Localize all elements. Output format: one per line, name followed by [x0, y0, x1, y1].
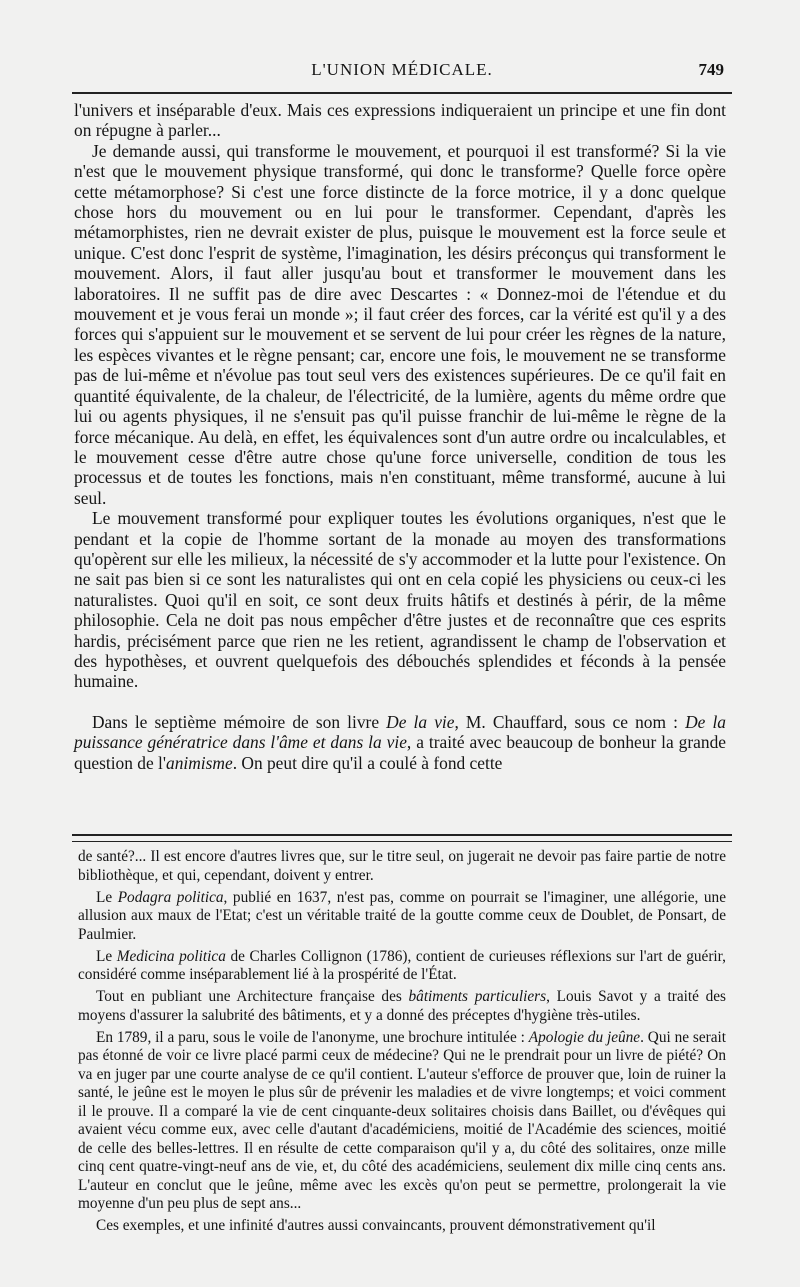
text-run: . On peut dire qu'il a coulé à fond cette: [232, 752, 503, 773]
book-title: Apologie du jeûne: [528, 1028, 641, 1046]
text-run: Tout en publiant une Architecture française des: [96, 988, 409, 1005]
book-title: De la vie: [386, 711, 455, 732]
footnote-paragraph: Ces exemples, et une infinité d'autres aussi convaincants, prouvent démonstrativement qu'il: [96, 1217, 656, 1234]
header-rule: [72, 92, 732, 94]
footnote-paragraph: de santé?... Il est encore d'autres livres que, sur le titre seul, on jugerait ne devoir pas faire partie de notre bibliothèque, et qui, cependant, doivent y entrer.: [78, 848, 726, 884]
book-title: Podagra politica: [117, 888, 224, 906]
main-text: [74, 100, 726, 773]
text-run: Dans le septième mémoire de son livre: [92, 711, 387, 732]
page-header: [72, 60, 732, 86]
body-paragraph: l'univers et inséparable d'eux. Mais ces expressions indiqueraient un principe et une fin dont on répugne à parler...: [74, 100, 726, 141]
book-title: bâtiments particuliers: [408, 988, 547, 1005]
text-run: En 1789, il a paru, sous le voile de l'anonyme, une brochure intitulée :: [96, 1028, 529, 1046]
body-paragraph: Je demande aussi, qui transforme le mouvement, et pourquoi il est transformé? Si la vie n'est que le mouvement physique transformé, qui donc le transforme? Quelle force opère cette métamorphose? Si c'est une force distincte de la force motrice, il y a donc quelque chose hors du mouvement ou en lui pour le transformer. Cependant, d'après les métamorphistes, rien ne devrait exister de plus, puisque le mouvement est la force seule et unique. C'est donc l'esprit de système, l'imagination, les désirs préconçus qui transforment le mouvement. Alors, il faut aller jusqu'au bout et transformer le mouvement dans les laboratoires. Il ne suffit pas de dire avec Descartes : « Donnez-moi de l'étendue et du mouvement et je vous ferai un monde »; il faut créer des forces, car la vérité est qu'il y a des forces qui s'appuient sur le mouvement et se servent de lui pour créer les règnes de la nature, les espèces vivantes et le règne pensant; car, encore une fois, le mouvement ne se transforme pas de lui-même et n'évolue pas tout seul vers des existences supérieures. De ce qu'il fait en quantité équivalente, de la chaleur, de l'électricité, de la lumière, agents du même ordre que lui ou agents physiques, il ne s'ensuit pas qu'il puisse franchir de lui-même le règne de la force mécanique. Au delà, en effet, les équivalences sont d'un autre ordre ou incalculables, et le mouvement cesse d'être autre chose qu'une force universelle, condition de tous les processus et de toutes les fonctions, mais n'en constituant, même transformé, aucune à lui seul.: [74, 140, 726, 508]
text-run: Le: [96, 888, 118, 906]
text-run: , publié en 1637, n'est pas, comme on pourrait se l'imaginer, une allégorie, une allusion aux maux de l'Etat; c'est un véritable traité de la goutte comme ceux de Doublet, de Ponsart, de Paulmier.: [78, 888, 726, 943]
text-run: , a traité avec beaucoup de bonheur la grande question de l': [74, 732, 726, 773]
text-run: . Qui ne serait pas étonné de voir ce livre placé parmi ceux de médecine? Qui ne le prendrait pour un livre de piété? On va en juger par une courte analyse de ce qu'il contient. L'auteur s'efforce de prouver que, loin de ruiner la santé, le jeûne est le moyen le plus sûr de prévenir les maladies et de vivre longtemps; et voici comment il le prouve. Il a comparé la vie de cent cinquante-deux solitaires choisis dans Baillet, ou d'évêques qui avaient vécu comme eux, avec celle d'autant d'académiciens, moitié de l'Académie des sciences, moitié de celle des belles-lettres. Il en résulte de cette comparaison qu'il y a, du côté des solitaires, onze mille cinq cent quatre-vingt-neuf ans de vie, et, du côté des académiciens, seulement dix mille cinq cents ans. L'auteur en conclut que le jeûne, même avec les excès qu'on peut se permettre, prolongerait la vie moyenne d'un peu plus de sept ans...: [78, 1028, 727, 1212]
footnote-paragraph: [78, 1029, 726, 1214]
text-run: de Charles Collignon (1786), contient de curieuses réflexions sur l'art de guérir, considéré comme inséparablement lié à la prospérité de l'État.: [78, 947, 726, 983]
footnotes: [78, 848, 726, 1239]
body-paragraph: [74, 712, 726, 773]
running-head: L'UNION MÉDICALE.: [311, 60, 493, 79]
page-number: 749: [698, 60, 724, 79]
text-run: Le: [96, 947, 117, 965]
footnote-paragraph: [78, 948, 726, 985]
memoir-title: De la puissance génératrice dans l'âme et dans la vie: [74, 711, 726, 753]
text-run: , Louis Savot y a traité des moyens d'assurer la salubrité des bâtiments, et y a donné des préceptes d'hygiène très-utiles.: [78, 988, 726, 1024]
emphasis-term: animisme: [166, 752, 233, 773]
body-paragraph: Le mouvement transformé pour expliquer toutes les évolutions organiques, n'est que le pendant et la copie de l'homme sortant de la monade au moyen des transformations qu'opèrent sur elle les milieux, la nécessité de s'y accommoder et la lutte pour l'existence. On ne sait pas bien si ce sont les naturalistes qui ont en cela copié les physiciens ou ceux-ci les naturalistes. Quoi qu'il en soit, ce sont deux fruits hâtifs et destinés à périr, de la même philosophie. Cela ne doit pas nous empêcher d'être justes et de reconnaître que ces esprits hardis, précisément parce que rien ne les retient, agrandissent le champ de l'observation et des hypothèses, et ouvrent quelquefois des débouchés splendides et féconds à la pensée humaine.: [74, 508, 726, 692]
footnote-paragraph: [78, 988, 726, 1025]
book-title: Medicina politica: [116, 947, 226, 965]
footnote-paragraph: [78, 889, 726, 945]
footnote-rule: [72, 834, 732, 842]
text-run: , M. Chauffard, sous ce nom :: [454, 711, 686, 732]
